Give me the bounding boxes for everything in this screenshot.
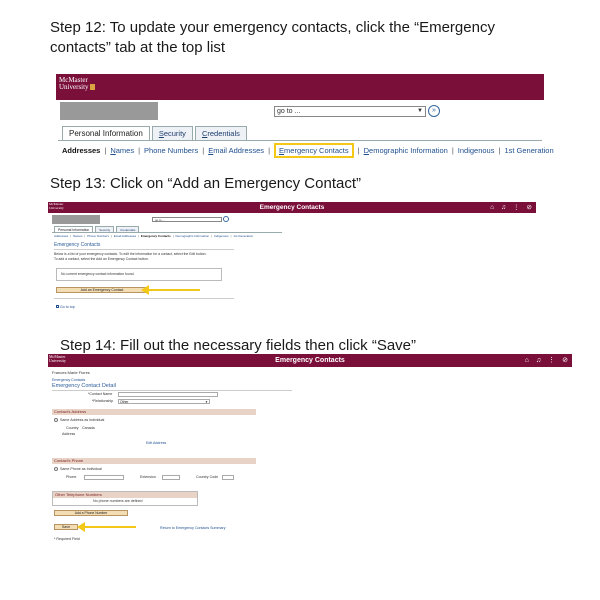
mcmaster-logo[interactable]: McMaster University xyxy=(49,203,67,212)
relationship-label: *Relationship xyxy=(92,399,114,403)
link-addresses[interactable]: Addresses xyxy=(54,233,69,238)
step-12-screenshot xyxy=(56,74,554,160)
same-address-label: Same Address as Individual xyxy=(60,418,105,422)
redacted-name xyxy=(52,215,100,224)
bottom-divider xyxy=(54,298,234,299)
tab-personal-information[interactable]: Personal Information xyxy=(62,126,150,140)
goto-dropdown[interactable]: go to ... xyxy=(152,217,222,222)
window-title: Emergency Contacts xyxy=(259,204,325,211)
link-indigenous[interactable]: Indigenous xyxy=(213,233,229,238)
mcmaster-logo[interactable]: McMaster University xyxy=(49,355,69,366)
mcmaster-logo[interactable]: McMaster University xyxy=(59,77,95,97)
save-button[interactable]: Save xyxy=(54,524,78,530)
breadcrumb[interactable]: Emergency Contacts xyxy=(52,378,86,382)
required-field-note: * Required Field xyxy=(54,537,80,541)
arrow-up-icon xyxy=(56,305,59,308)
more-icon[interactable]: ⋮ xyxy=(513,204,520,211)
tab-security[interactable]: Security xyxy=(152,126,193,140)
goto-dropdown[interactable]: go to ... ▼ xyxy=(274,106,426,117)
phone-label: Phone xyxy=(66,475,77,479)
extension-input[interactable] xyxy=(162,475,180,480)
chevron-down-icon: ▼ xyxy=(417,108,423,114)
bell-icon[interactable]: ♫ xyxy=(501,204,507,211)
header-banner xyxy=(56,74,544,100)
person-name: Frances Marie Flores xyxy=(52,370,90,375)
no-phones-note: No phone numbers are defined xyxy=(93,499,143,503)
nav-icon[interactable]: ⊘ xyxy=(562,357,568,364)
section-links: Addresses | Names | Phone Numbers | Email Addresses | Emergency Contacts | Demographic Information | Indigenous | 1st Generation xyxy=(62,143,554,158)
redacted-name xyxy=(60,102,158,120)
link-addresses[interactable]: Addresses xyxy=(62,146,101,155)
add-emergency-contact-button[interactable]: Add an Emergency Contact xyxy=(56,287,148,293)
link-phone-numbers[interactable]: Phone Numbers xyxy=(144,146,199,155)
link-demographic-information[interactable]: Demographic Information xyxy=(363,146,448,155)
phone-section-header: Contact's Phone xyxy=(52,458,256,464)
title-divider xyxy=(54,249,234,250)
tab-credentials[interactable]: Credentials xyxy=(116,226,139,232)
more-icon[interactable]: ⋮ xyxy=(548,357,556,364)
tab-credentials[interactable]: Credentials xyxy=(195,126,247,140)
country-label: Country xyxy=(66,426,79,430)
contact-name-input[interactable] xyxy=(118,392,218,397)
empty-contacts-note: No current emergency contact information found. xyxy=(61,272,135,276)
edit-address-link[interactable]: Edit Address xyxy=(146,441,167,445)
page-title: Emergency Contacts xyxy=(54,242,101,248)
link-email-addresses[interactable]: Email Addresses xyxy=(113,233,137,238)
link-names[interactable]: Names xyxy=(72,233,83,238)
section-title: Emergency Contact Detail xyxy=(52,383,116,389)
contact-name-label: *Contact Name xyxy=(88,392,113,396)
link-email-addresses[interactable]: Email Addresses xyxy=(208,146,265,155)
link-indigenous[interactable]: Indigenous xyxy=(457,146,495,155)
window-title: Emergency Contacts xyxy=(275,357,345,364)
country-value: Canada xyxy=(82,426,95,430)
bell-icon[interactable]: ♫ xyxy=(535,357,542,364)
step-14-screenshot xyxy=(48,354,572,584)
header-banner xyxy=(48,202,536,213)
header-banner xyxy=(48,354,572,367)
go-button[interactable]: » xyxy=(428,105,440,117)
go-to-top-link[interactable]: Go to top xyxy=(56,305,75,310)
crest-icon xyxy=(90,84,95,90)
relationship-select[interactable]: Other ▼ xyxy=(120,400,208,404)
phone-input[interactable] xyxy=(84,475,124,480)
intro-text-2: To add a contact, select the Add an Emergency Contact button. xyxy=(54,257,149,261)
link-demographic-information[interactable]: Demographic Information xyxy=(175,233,210,238)
step-13-screenshot xyxy=(48,202,536,322)
tab-personal-information[interactable]: Personal Information xyxy=(54,226,93,232)
empty-contacts-box xyxy=(56,268,222,281)
address-section-header: Contact's Address xyxy=(52,409,256,415)
pointer-arrow xyxy=(84,526,136,528)
home-icon[interactable]: ⌂ xyxy=(524,357,529,364)
top-tabs xyxy=(62,126,249,140)
other-phones-header: Other Telephone Numbers xyxy=(53,492,197,498)
pointer-arrow xyxy=(148,289,200,291)
go-button[interactable] xyxy=(223,216,229,222)
add-phone-number-button[interactable]: Add a Phone Number xyxy=(54,510,128,516)
step-13-heading: Step 13: Click on “Add an Emergency Contact” xyxy=(50,175,361,192)
nav-icon[interactable]: ⊘ xyxy=(526,204,532,211)
link-emergency-contacts[interactable]: Emergency Contacts xyxy=(140,233,171,238)
link-names[interactable]: Names xyxy=(110,146,135,155)
link-emergency-contacts[interactable]: Emergency Contacts xyxy=(274,143,354,158)
same-phone-radio[interactable] xyxy=(54,467,58,471)
other-phones-box xyxy=(52,491,198,506)
country-code-label: Country Code xyxy=(196,475,219,479)
home-icon[interactable]: ⌂ xyxy=(490,204,495,211)
chevron-down-icon: ▼ xyxy=(205,400,208,404)
title-divider xyxy=(52,390,292,391)
tab-divider xyxy=(58,140,542,141)
step-14-heading: Step 14: Fill out the necessary fields then click “Save” xyxy=(60,337,417,354)
link-1st-generation[interactable]: 1st Generation xyxy=(233,233,254,238)
intro-text-1: Below is a list of your emergency contacts. To edit the information for a contact, select the Edit button. xyxy=(54,252,207,256)
section-links: Addresses | Names | Phone Numbers | Email Addresses | Emergency Contacts | Demographic Information | Indigenous | 1st Generation xyxy=(54,233,254,238)
step-12-heading: Step 12: To update your emergency contacts, click the “Emergency contacts” tab at the top list xyxy=(50,19,495,56)
same-address-radio[interactable] xyxy=(54,418,58,422)
address-label: Address xyxy=(62,432,76,436)
tab-security[interactable]: Security xyxy=(95,226,114,232)
link-1st-generation[interactable]: 1st Generation xyxy=(504,146,554,155)
extension-label: Extension xyxy=(140,475,156,479)
link-phone-numbers[interactable]: Phone Numbers xyxy=(87,233,109,238)
same-phone-label: Same Phone as Individual xyxy=(60,467,102,471)
country-code-input[interactable] xyxy=(222,475,234,480)
return-to-summary-link[interactable]: Return to Emergency Contacts Summary xyxy=(160,526,226,530)
